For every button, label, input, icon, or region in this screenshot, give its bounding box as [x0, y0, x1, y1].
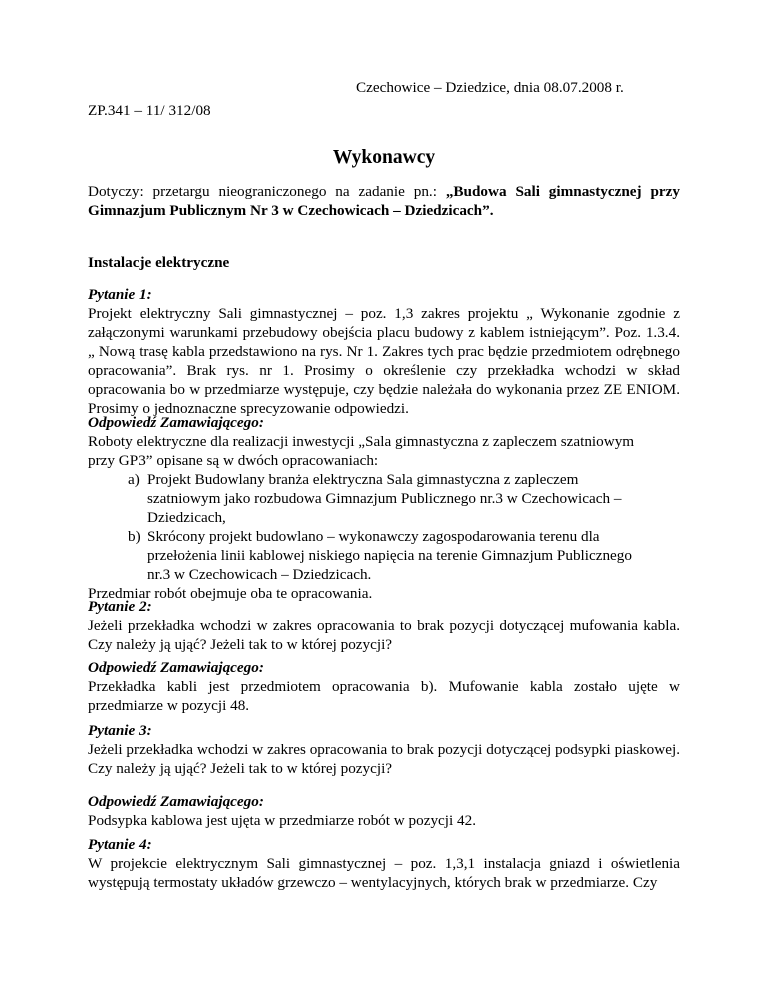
- answer-text: Podsypka kablowa jest ujęta w przedmiarze robót w pozycji 42.: [88, 812, 477, 829]
- question-label: Pytanie 4:: [88, 836, 152, 853]
- list-item-text: Projekt Budowlany branża elektryczna Sala gimnastyczna z zapleczem szatniowym jako rozbudowa Gimnazjum Publicznego nr.3 w Czechowicach – Dziedzicach,: [147, 471, 622, 526]
- question-label: Pytanie 3:: [88, 722, 152, 739]
- answer-list: [88, 470, 680, 584]
- place-date: Czechowice – Dziedzice, dnia 08.07.2008 r.: [356, 79, 624, 96]
- question-text: Jeżeli przekładka wchodzi w zakres opracowania to brak pozycji dotyczącej podsypki piaskowej. Czy należy ją ująć? Jeżeli tak to w której pozycji?: [88, 741, 680, 777]
- list-item-label: a): [128, 471, 140, 488]
- answer-label: Odpowiedź Zamawiającego:: [88, 414, 264, 431]
- answer-1: [88, 413, 680, 603]
- question-label: Pytanie 1:: [88, 286, 152, 303]
- question-1: [88, 285, 680, 418]
- subject-name: „Budowa Sali gimnastycznej przy Gimnazjum Publicznym Nr 3 w Czechowicach – Dziedzicach”.: [88, 183, 680, 219]
- section-heading: Instalacje elektryczne: [88, 254, 230, 271]
- answer-2: [88, 658, 680, 715]
- answer-label: Odpowiedź Zamawiającego:: [88, 659, 264, 676]
- list-item-text: Skrócony projekt budowlano – wykonawczy zagospodarowania terenu dla przełożenia linii kablowej niskiego napięcia na terenie Gimnazjum Publicznego nr.3 w Czechowicach – Dziedzicach.: [147, 528, 632, 583]
- question-text: Jeżeli przekładka wchodzi w zakres opracowania to brak pozycji dotyczącej mufowania kabla. Czy należy ją ująć? Jeżeli tak to w której pozycji?: [88, 617, 680, 653]
- list-item: [88, 470, 642, 527]
- answer-intro: Roboty elektryczne dla realizacji inwestycji „Sala gimnastyczna z zapleczem szatniowym przy GP3” opisane są w dwóch opracowaniach:: [88, 433, 635, 469]
- answer-outro: Przedmiar robót obejmuje oba te opracowania.: [88, 585, 373, 602]
- list-item-label: b): [128, 528, 141, 545]
- question-text: Projekt elektryczny Sali gimnastycznej – poz. 1,3 zakres projektu „ Wykonanie zgodnie z załączonymi warunkami przebudowy obejścia placu budowy z kablem istniejącym”. Poz. 1.3.4. „ Nową trasę kabla przedstawiono na rys. Nr 1. Zakres tych prac będzie przedmiotem odrębnego opracowania”. Brak rys. nr 1. Prosimy o określenie czy przekładka wchodzi w skład opracowania bo w przedmiarze występuje, czy będzie należała do wykonania przez ZE ENIOM. Prosimy o jednoznaczne sprecyzowanie odpowiedzi.: [88, 305, 680, 417]
- subject-prefix: Dotyczy: przetargu nieograniczonego na zadanie pn.:: [88, 183, 446, 200]
- answer-3: [88, 792, 680, 830]
- document-title: Wykonawcy: [332, 147, 436, 168]
- answer-text: Przekładka kabli jest przedmiotem opracowania b). Mufowanie kabla zostało ujęte w przedmiarze w pozycji 48.: [88, 678, 680, 714]
- question-text: W projekcie elektrycznym Sali gimnastycznej – poz. 1,3,1 instalacja gniazd i oświetlenia występują termostaty układów grzewczo – wentylacyjnych, których brak w przedmiarze. Czy: [88, 855, 680, 891]
- question-4: [88, 835, 680, 892]
- question-2: [88, 597, 680, 654]
- reference-number: ZP.341 – 11/ 312/08: [88, 102, 211, 119]
- subject-paragraph: [88, 182, 680, 220]
- question-label: Pytanie 2:: [88, 598, 152, 615]
- list-item: [88, 527, 642, 584]
- question-3: [88, 721, 680, 778]
- answer-label: Odpowiedź Zamawiającego:: [88, 793, 264, 810]
